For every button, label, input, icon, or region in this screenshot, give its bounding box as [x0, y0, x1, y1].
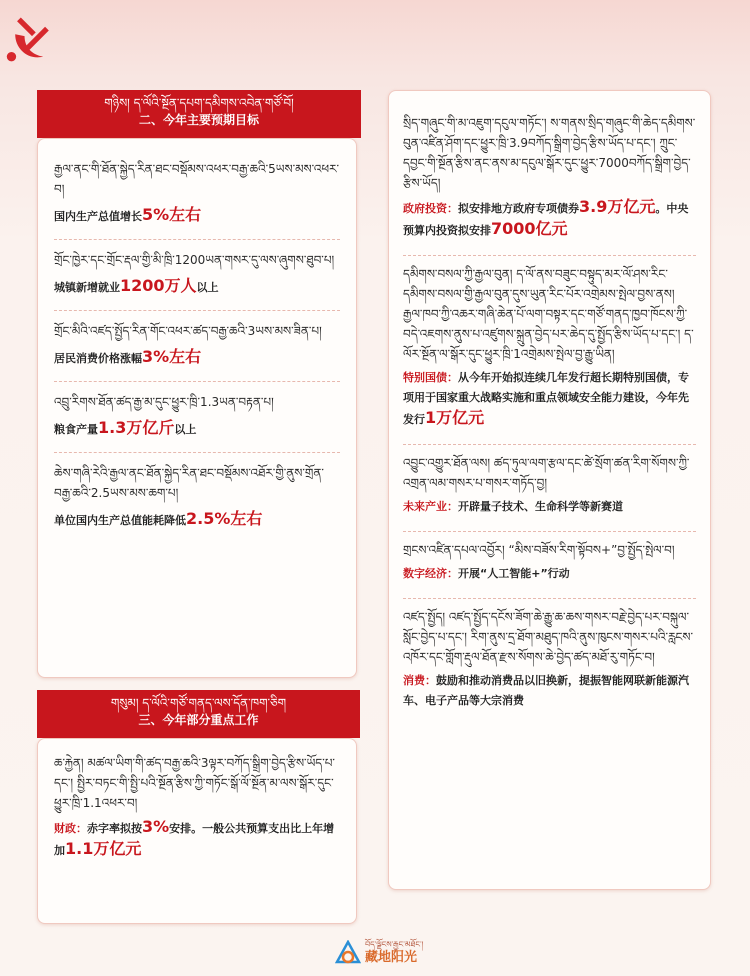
goal-item	[54, 240, 340, 311]
work-panel	[388, 90, 711, 890]
goal-item	[54, 311, 340, 382]
digital-economy-item	[403, 532, 696, 599]
section-title-tibetan: གཉིས། ད་ལོའི་སྔོན་དཔག་དམིགས་འབེན་གཙོ་བོ།	[104, 96, 294, 110]
section-title: 二、今年主要预期目标	[138, 113, 259, 127]
goal-tibetan: རྒྱལ་ནང་གི་ཐོན་སྐྱེད་རིན་ཐང་བསྡོམས་འཕར་བརྒྱ་ཆའི་5ཡས་མས་འཕར་བ།	[54, 162, 340, 196]
goal-tibetan: འབྲུ་རིགས་ཐོན་ཚད་རྒྱ་མ་དུང་ཕྱུར་ཁྲི་1.3ཡན་བརྟན་པ།	[54, 395, 274, 409]
special-bond-tibetan: དམིགས་བསལ་ཀྱི་རྒྱལ་བུན། ད་ལོ་ནས་བཟུང་བསྟུད་མར་ལོ་ཤས་རིང་དམིགས་བསལ་གྱི་རྒྱལ་བུན་དུས་ཡུན་རིང་པོར་འགྲེམས་སྤེལ་བྱས་ནས། རྒྱལ་ཁབ་ཀྱི་འཆར་གཞི་ཆེན་པོ་ལག་བསྟར་དང་གཙོ་གནད་ཁྱབ་ཁོངས་ཀྱི་བདེ་འཇགས་ནུས་པ་འཛུགས་སྐྲུན་བྱེད་པར་ཆེད་དུ་སྤྱོད་རྩིས་ཡོད་པ་དང་། ད་ལོར་སྔོན་ལ་སྒོར་དུང་ཕྱུར་ཁྲི་1འགྲེམས་སྤེལ་བྱ་རྒྱུ་ཡིན།	[403, 267, 694, 361]
future-industry-tibetan: འབྱུང་འགྱུར་ཐོན་ལས། ཚད་ཏུལ་ལག་རྩལ་དང་ཚེ་སྲོག་ཚན་རིག་སོགས་ཀྱི་འགྲན་ལམ་གསར་པ་གསར་གཏོད་བྱ།	[403, 456, 690, 490]
left-column	[37, 90, 360, 924]
digital-economy-tibetan: གྲངས་འཛིན་དཔལ་འབྱོར། “མིས་བཟོས་རིག་སྟོབས+”བྱ་སྤྱོད་སྤེལ་བ།	[403, 543, 675, 557]
goal-chinese: 单位国内生产总值能耗降低2.5%左右	[54, 509, 263, 528]
gov-investment-tibetan: སྲིད་གཞུང་གི་མ་འཇུག་དངུལ་གཏོང་། ས་གནས་སྲིད་གཞུང་གི་ཆེད་དམིགས་བུན་འཛིན་ཤོག་དང་ཕྱུར་ཁྲི་3.9བཀོད་སྒྲིག་བྱེད་རྩིས་ཡོད་པ་དང་། ཀྲུང་དབྱང་གི་སྔོན་རྩིས་ནང་ནས་མ་དངུལ་སྒོར་དུང་ཕྱུར་7000བཀོད་སྒྲིག་བྱེད་རྩིས་ཡོད།	[403, 116, 696, 190]
consumption-chinese: 消费：鼓励和推动消费品以旧换新，提振智能网联新能源汽车、电子产品等大宗消费	[403, 674, 689, 707]
logo-tibetan: བོད་ལྗོངས་རྒྱང་མཐོང་།	[365, 940, 424, 949]
goal-item	[54, 149, 340, 240]
gov-investment-chinese: 政府投资：拟安排地方政府专项债券3.9万亿元。中央预算内投资拟安排7000亿元	[403, 197, 689, 238]
section-header-work	[37, 690, 360, 738]
goal-chinese: 城镇新增就业1200万人以上	[54, 276, 219, 295]
logo-text: 藏地阳光	[365, 950, 418, 965]
section-header-goals	[37, 90, 361, 138]
consumption-item	[403, 599, 696, 725]
finance-tibetan: ཆ་རྐྱེན། མཚལ་ཡིག་གི་ཚད་བརྒྱ་ཆའི་3ལྟར་བཀོད་སྒྲིག་བྱེད་རྩིས་ཡོད་པ་དང་། སྤྱིར་བཏང་གི་སྤྱི་པའི་སྔོན་རྩིས་ཀྱི་གཏོང་སྒོ་ལོ་སྔོན་མ་ལས་སྒོར་དུང་ཕྱུར་ཁྲི་1.1འཕར་བ།	[54, 756, 335, 810]
future-industry-chinese: 未来产业：开辟量子技术、生命科学等新赛道	[403, 500, 623, 513]
goal-tibetan: ཆེས་གཞི་རེའི་རྒྱལ་ནང་ཐོན་སྐྱེད་རིན་ཐང་བསྡོམས་འཐོར་གྱི་ནུས་གྲོན་བརྒྱ་ཆའི་2.5ཡས་མས་ཆག་པ།	[54, 466, 324, 500]
finance-panel	[37, 738, 357, 924]
brand-logo	[335, 918, 425, 966]
logo-mark-icon	[335, 940, 361, 966]
gov-investment-item	[403, 105, 696, 256]
goal-chinese: 粮食产量1.3万亿斤以上	[54, 418, 197, 437]
finance-chinese: 财政：赤字率拟按3%安排。一般公共预算支出比上年增加1.1万亿元	[54, 817, 335, 858]
goal-item	[54, 453, 340, 543]
future-industry-item	[403, 445, 696, 532]
digital-economy-chinese: 数字经济：开展“人工智能+”行动	[403, 567, 570, 580]
goal-tibetan: གྲོང་མིའི་འཛད་སྤྱོད་རིན་གོང་འཕར་ཚད་བརྒྱ་ཆའི་3ཡས་མས་ཟིན་པ།	[54, 324, 322, 338]
special-bond-chinese: 特别国债：从今年开始拟连续几年发行超长期特别国债，专项用于国家重大战略实施和重点领域安全能力建设，今年先发行1万亿元	[403, 371, 689, 427]
goal-tibetan: གྲོང་ཁྱེར་དང་གྲོང་རྡལ་གྱི་མི་ཁྲི་1200ཡན་གསར་དུ་ལས་ཞུགས་ཐུབ་པ།	[54, 253, 335, 267]
right-column	[388, 90, 711, 890]
section-title-tibetan: གསུམ། ད་ལོའི་གཙོ་གནད་ལས་དོན་ཁག་ཅིག	[110, 696, 287, 710]
section-title: 三、今年部分重点工作	[138, 713, 259, 727]
consumption-tibetan: འཛད་སྤྱོད། འཛད་སྤྱོད་དངོས་ཟོག་ཆེ་རྒྱུ་ཆ་ཆས་གསར་བརྗེ་བྱེད་པར་བསྐུལ་སློང་བྱེད་པ་དང་། རིག་ནུས་དྲ་ཐོག་མཐུད་ཁའི་ནུས་ཁུངས་གསར་པའི་རླངས་འཁོར་དང་གློག་རྡུལ་ཐོན་རྫས་སོགས་ཆེ་བྱེད་ཚད་མཐོ་རུ་གཏོང་བ།	[403, 610, 694, 664]
goal-chinese: 居民消费价格涨幅3%左右	[54, 347, 202, 366]
goal-item	[54, 382, 340, 453]
special-bond-item	[403, 256, 696, 445]
goal-chinese: 国内生产总值增长5%左右	[54, 205, 202, 224]
party-emblem-icon	[4, 10, 60, 66]
goals-panel	[37, 138, 357, 678]
